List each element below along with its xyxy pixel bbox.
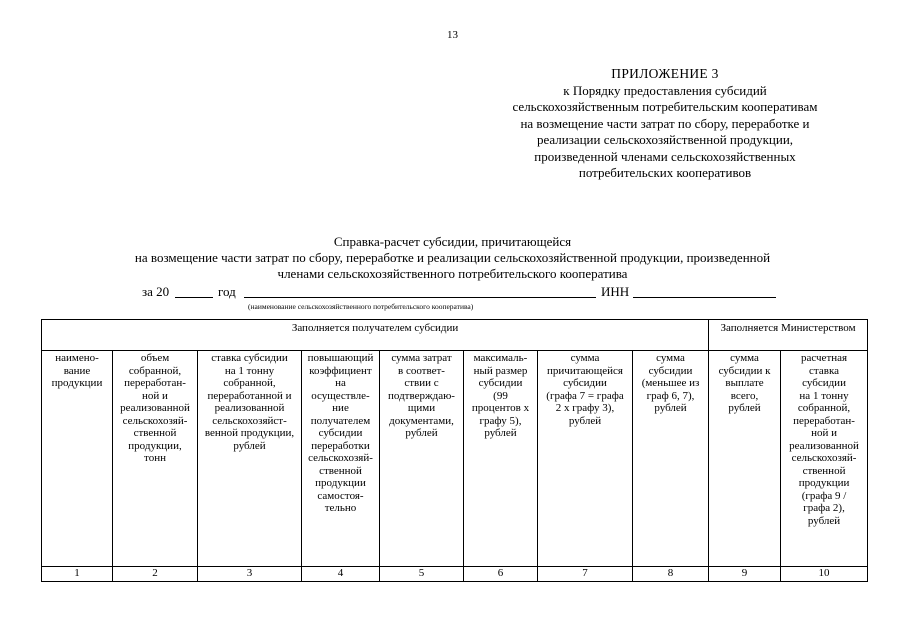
- column-header-line: максималь-: [473, 352, 528, 364]
- cooperative-name-hint: (наименование сельскохозяйственного потребительского кооператива): [248, 302, 474, 311]
- column-header-line: сумма: [570, 352, 600, 364]
- column-header: [302, 351, 380, 567]
- column-header-line: рублей: [807, 514, 841, 527]
- column-header-line: собранной,: [797, 402, 851, 414]
- column-header-line: субсидии: [648, 364, 693, 377]
- column-header-line: сумма: [656, 352, 685, 364]
- period-line: [0, 284, 905, 314]
- column-header-line: ставка: [809, 364, 840, 377]
- column-header-line: сельскохозяй-: [122, 414, 188, 427]
- column-header-line: причитающейся: [547, 364, 623, 377]
- column-header-line: на: [335, 377, 346, 389]
- column-number: 5: [380, 567, 464, 582]
- column-header-line: (графа 9 /: [801, 489, 847, 502]
- column-header-line: в соответ-: [398, 364, 445, 377]
- column-header: [198, 351, 302, 567]
- document-title-line: членами сельскохозяйственного потребительского кооператива: [277, 266, 628, 281]
- group-recipient-header: Заполняется получателем субсидии: [42, 320, 709, 351]
- column-header-line: ной и: [142, 389, 168, 402]
- column-header-line: венной продукции,: [204, 427, 295, 439]
- column-number: 10: [781, 567, 868, 582]
- column-header-line: сумма: [730, 352, 759, 364]
- column-header-line: рублей: [484, 427, 517, 439]
- column-header-line: реализованной: [789, 439, 859, 452]
- table-header-row: [42, 351, 868, 567]
- column-header-line: осуществле-: [311, 389, 370, 402]
- column-header-line: на 1 тонну: [224, 364, 275, 377]
- appendix-line: на возмещение части затрат по сбору, переработке и: [520, 115, 810, 131]
- column-header-line: переработки: [311, 439, 370, 452]
- column-header-line: ный размер: [473, 364, 528, 377]
- column-header-line: продукции: [315, 477, 366, 489]
- column-header-line: документами,: [389, 414, 454, 427]
- column-header-line: вание: [63, 364, 91, 377]
- column-header-line: сельскохозяйст-: [212, 414, 287, 427]
- table-group-row: [42, 320, 868, 351]
- group-ministry-header: Заполняется Министерством: [709, 320, 868, 351]
- column-header-line: сельскохозяй-: [791, 452, 857, 464]
- column-header-line: ственной: [133, 427, 177, 439]
- appendix-line: реализации сельскохозяйственной продукции,: [536, 132, 794, 147]
- appendix-line: потребительских кооперативов: [578, 165, 752, 180]
- column-header-line: переработанной и: [207, 389, 292, 402]
- column-header-line: продукции: [798, 477, 850, 489]
- column-header: [781, 351, 868, 567]
- column-header-line: реализованной: [214, 402, 285, 414]
- column-number: 7: [538, 567, 633, 582]
- column-header-line: тельно: [324, 502, 357, 514]
- column-header-line: ственной: [802, 464, 846, 477]
- column-header-line: (меньшее из: [641, 377, 700, 389]
- appendix-line: к Порядку предоставления субсидий: [563, 82, 767, 98]
- period-prefix: за 20: [142, 284, 170, 299]
- column-header-line: выплате: [725, 377, 764, 389]
- column-header-line: наимено-: [55, 352, 99, 364]
- column-header-line: рублей: [568, 414, 602, 427]
- column-header-line: процентов х: [471, 402, 530, 414]
- column-header: [380, 351, 464, 567]
- column-header-line: подтверждаю-: [388, 389, 455, 402]
- column-header-line: субсидии: [802, 377, 846, 389]
- column-number: 4: [302, 567, 380, 582]
- column-header-line: ставка субсидии: [211, 352, 288, 364]
- column-header-line: сельскохозяй-: [308, 452, 373, 464]
- column-header-line: собранной,: [223, 377, 276, 389]
- column-header-line: тонн: [144, 452, 166, 464]
- cooperative-name-blank: [244, 297, 596, 298]
- column-header-line: продукции: [51, 377, 103, 389]
- column-header-line: (99: [493, 389, 508, 402]
- column-header-line: графа 2),: [803, 502, 845, 514]
- column-header-line: ной и: [811, 427, 837, 439]
- subsidy-calculation-table: [41, 319, 868, 582]
- column-header-line: расчетная: [800, 352, 848, 364]
- column-header-line: графу 5),: [479, 414, 522, 427]
- column-header-line: 2 х графу 3),: [555, 402, 615, 414]
- appendix-block: [465, 66, 865, 182]
- column-header-line: получателем: [310, 414, 371, 427]
- appendix-line: сельскохозяйственным потребительским кооперативам: [512, 99, 818, 114]
- column-header: [42, 351, 113, 567]
- column-header: [464, 351, 538, 567]
- column-header-line: ственной: [319, 464, 362, 477]
- appendix-title: ПРИЛОЖЕНИЕ 3: [611, 66, 719, 81]
- column-number: 8: [633, 567, 709, 582]
- column-header: [709, 351, 781, 567]
- column-header: [538, 351, 633, 567]
- column-header-line: переработан-: [793, 414, 855, 427]
- column-header-line: субсидии к: [718, 364, 771, 377]
- column-header-line: на 1 тонну: [799, 389, 849, 402]
- year-blank: [175, 297, 213, 298]
- page-number: 13: [447, 29, 458, 41]
- column-header-line: сумма затрат: [391, 352, 452, 364]
- column-header-line: всего,: [730, 389, 759, 402]
- document-title-line: Справка-расчет субсидии, причитающейся: [333, 234, 572, 249]
- column-header-line: рублей: [233, 439, 266, 452]
- inn-blank: [633, 297, 776, 298]
- column-header-line: продукции,: [128, 439, 182, 452]
- column-number: 1: [42, 567, 113, 582]
- document-title-line: на возмещение части затрат по сбору, переработке и реализации сельскохозяйственной продукции, произведенной: [134, 250, 771, 265]
- column-header-line: субсидии: [563, 377, 607, 389]
- column-number: 3: [198, 567, 302, 582]
- appendix-line: произведенной членами сельскохозяйственных: [534, 148, 796, 164]
- column-header-line: самостоя-: [317, 489, 364, 502]
- year-word: год: [218, 284, 236, 299]
- column-header-line: щими: [407, 402, 436, 414]
- column-header-line: субсидии: [478, 377, 523, 389]
- inn-label: ИНН: [601, 284, 630, 299]
- column-header-line: реализованной: [120, 402, 190, 414]
- column-header-line: рублей: [405, 427, 438, 439]
- column-number: 6: [464, 567, 538, 582]
- document-title: [0, 234, 905, 282]
- column-number: 2: [113, 567, 198, 582]
- column-header-line: рублей: [728, 402, 761, 414]
- column-header-line: ние: [332, 402, 349, 414]
- column-header-line: субсидии: [318, 427, 363, 439]
- column-number: 9: [709, 567, 781, 582]
- column-header-line: граф 6, 7),: [646, 389, 695, 402]
- column-header-line: собранной,: [128, 364, 182, 377]
- column-header-line: ствии с: [404, 377, 439, 389]
- column-header-line: коэффициент: [309, 364, 372, 377]
- column-header-line: переработан-: [124, 377, 186, 389]
- column-header-line: объем: [140, 352, 170, 364]
- column-header: [113, 351, 198, 567]
- column-header-line: рублей: [654, 402, 687, 414]
- column-header-line: повышающий: [307, 352, 374, 364]
- table-number-row: [42, 567, 868, 582]
- column-header-line: (графа 7 = графа: [546, 389, 624, 402]
- column-header: [633, 351, 709, 567]
